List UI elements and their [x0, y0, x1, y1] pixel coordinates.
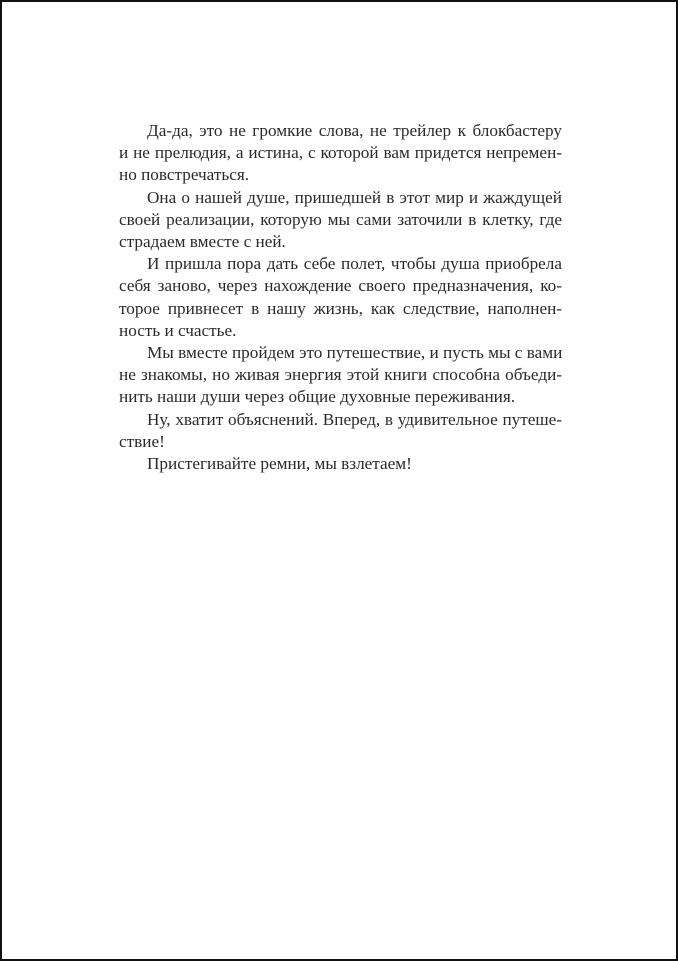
text-line: Пристегивайте ремни, мы взлетаем! — [147, 454, 412, 474]
text-line: нить наши души через общие духовные переживания. — [119, 387, 516, 407]
text-line: Да-да, это не громкие слова, не трейлер к блокбастеру — [147, 121, 562, 140]
text-line: своей реализации, которую мы сами заточили в клетку, где — [119, 209, 562, 229]
text-line: ствие! — [119, 431, 165, 451]
paragraph — [119, 120, 562, 187]
text-line: И пришла пора дать себе полет, чтобы душа приобрела — [147, 254, 562, 274]
body-text — [119, 120, 562, 475]
text-line: Она о нашей душе, пришедшей в этот мир и жаждущей — [147, 187, 562, 207]
paragraph — [119, 453, 562, 475]
text-line: страдаем вместе с ней. — [119, 232, 286, 252]
text-line: не знакомы, но живая энергия этой книги способна объеди- — [119, 365, 562, 385]
paragraph — [119, 409, 562, 453]
paragraph — [119, 253, 562, 342]
text-line: торое привнесет в нашу жизнь, как следствие, наполнен- — [119, 298, 562, 318]
text-line: себя заново, через нахождение своего предназначения, ко- — [119, 276, 562, 296]
paragraph — [119, 342, 562, 409]
text-line: Ну, хватит объяснений. Вперед, в удивительное путеше- — [147, 409, 562, 429]
text-line: Мы вместе пройдем это путешествие, и пусть мы с вами — [147, 343, 563, 363]
paragraph — [119, 187, 562, 254]
text-line: и не прелюдия, а истина, с которой вам придется непремен- — [119, 143, 562, 163]
text-line: ность и счастье. — [119, 320, 237, 340]
text-line: но повстречаться. — [119, 165, 250, 185]
